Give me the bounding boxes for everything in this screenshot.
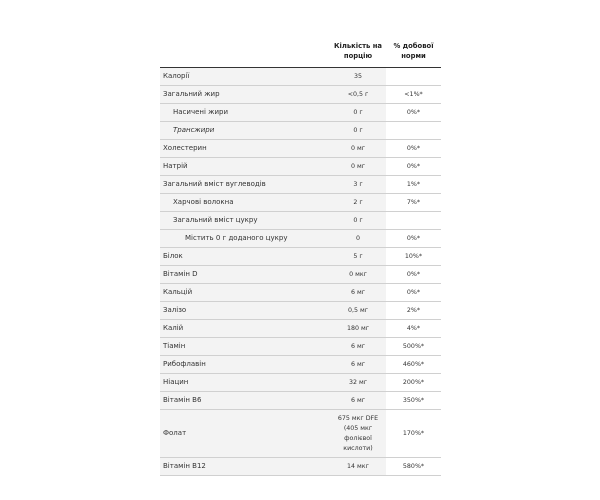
- nutrient-amount: 0 г: [353, 217, 363, 224]
- nutrient-daily-value: 200%*: [386, 374, 441, 391]
- nutrient-amount: 0,5 мг: [347, 307, 369, 314]
- table-header: [160, 41, 441, 68]
- nutrient-name: Ніацин: [163, 378, 189, 386]
- nutrient-daily-value: 460%*: [386, 356, 441, 373]
- nutrient-daily-value: [386, 212, 441, 229]
- table-row: [160, 320, 441, 338]
- nutrient-amount: 0 мг: [350, 163, 366, 170]
- nutrient-daily-value: 350%*: [386, 392, 441, 409]
- nutrient-daily-value: [386, 122, 441, 139]
- table-row: [160, 266, 441, 284]
- nutrient-name: Вітамін В12: [163, 462, 206, 470]
- nutrient-name: Калорії: [163, 72, 190, 80]
- table-row: [160, 248, 441, 266]
- nutrient-amount: 5 г: [353, 253, 363, 260]
- table-row: [160, 458, 441, 476]
- nutrient-amount: 0 мг: [350, 145, 366, 152]
- nutrient-name: Вітамін В6: [163, 396, 202, 404]
- nutrient-amount: <0,5 г: [347, 91, 369, 98]
- amount-per-serving-header: [330, 41, 386, 67]
- table-row: [160, 86, 441, 104]
- nutrient-daily-value: 0%*: [386, 158, 441, 175]
- nutrient-name: Містить 0 г доданого цукру: [185, 234, 288, 242]
- daily-value-header: [386, 41, 441, 67]
- nutrient-daily-value: 580%*: [386, 458, 441, 475]
- table-row: [160, 104, 441, 122]
- nutrient-name: Фолат: [163, 429, 187, 437]
- nutrient-daily-value: 0%*: [386, 284, 441, 301]
- table-row: [160, 140, 441, 158]
- nutrient-daily-value: 0%*: [386, 104, 441, 121]
- nutrient-daily-value: <1%*: [386, 86, 441, 103]
- nutrient-name: Вітамін D: [163, 270, 198, 278]
- nutrient-daily-value: 1%*: [386, 176, 441, 193]
- nutrient-amount: 0 г: [353, 109, 363, 116]
- nutrient-daily-value: 0%*: [386, 140, 441, 157]
- nutrient-amount: 180 мг: [346, 325, 370, 332]
- table-row: [160, 374, 441, 392]
- table-row: [160, 392, 441, 410]
- nutrient-amount: 14 мкг: [347, 463, 369, 470]
- nutrient-name: Рибофлавін: [163, 360, 206, 368]
- nutrient-daily-value: 0%*: [386, 266, 441, 283]
- nutrient-daily-value: [386, 68, 441, 85]
- amount-header-line1: Кількість на: [333, 42, 383, 50]
- folate-amount-line: (405 мкг: [343, 424, 373, 432]
- nutrient-amount: 6 мг: [350, 397, 366, 404]
- nutrient-amount: 35: [353, 73, 362, 80]
- nutrient-amount: 6 мг: [350, 343, 366, 350]
- table-row: [160, 302, 441, 320]
- nutrient-amount: 0 г: [353, 127, 363, 134]
- nutrient-name: Кальцій: [163, 288, 193, 296]
- nutrient-name: Калій: [163, 324, 184, 332]
- table-row: [160, 410, 441, 458]
- nutrient-name: Загальний жир: [163, 90, 220, 98]
- nutrient-daily-value: 500%*: [386, 338, 441, 355]
- table-row: [160, 356, 441, 374]
- nutrient-amount: [330, 410, 386, 457]
- table-row: [160, 284, 441, 302]
- nutrient-name: Харчові волокна: [173, 198, 234, 206]
- amount-header-line2: порцію: [343, 52, 373, 60]
- nutrient-amount: 6 мг: [350, 289, 366, 296]
- nutrient-name: Натрій: [163, 162, 188, 170]
- nutrient-name: Загальний вміст вуглеводів: [163, 180, 266, 188]
- nutrient-daily-value: 170%*: [386, 410, 441, 457]
- nutrient-daily-value: 0%*: [386, 230, 441, 247]
- nutrient-name: Залізо: [163, 306, 187, 314]
- folate-amount-line: кислоти): [343, 444, 373, 452]
- header-spacer: [160, 41, 330, 67]
- table-row: [160, 212, 441, 230]
- table-row: [160, 230, 441, 248]
- table-row: [160, 122, 441, 140]
- nutrient-name: Трансжири: [173, 126, 215, 134]
- folate-amount-line: 675 мкг DFE: [337, 414, 379, 422]
- nutrient-amount: 32 мг: [348, 379, 368, 386]
- nutrient-amount: 0: [355, 235, 360, 242]
- nutrient-name: Насичені жири: [173, 108, 228, 116]
- nutrient-daily-value: 7%*: [386, 194, 441, 211]
- nutrient-name: Білок: [163, 252, 183, 260]
- table-row: [160, 158, 441, 176]
- nutrient-name: Холестерин: [163, 144, 207, 152]
- nutrient-amount: 6 мг: [350, 361, 366, 368]
- nutrient-amount: 2 г: [353, 199, 363, 206]
- table-row: [160, 194, 441, 212]
- nutrient-daily-value: 10%*: [386, 248, 441, 265]
- nutrient-daily-value: 2%*: [386, 302, 441, 319]
- table-row: [160, 338, 441, 356]
- dv-header-line1: % добової: [393, 42, 434, 50]
- nutrient-name: Тіамін: [163, 342, 186, 350]
- table-row: [160, 68, 441, 86]
- nutrient-daily-value: 4%*: [386, 320, 441, 337]
- folate-amount-line: фолієвої: [344, 434, 372, 442]
- nutrient-name: Загальний вміст цукру: [173, 216, 258, 224]
- table-row: [160, 176, 441, 194]
- nutrient-amount: 0 мкг: [349, 271, 367, 278]
- dv-header-line2: норми: [401, 52, 426, 60]
- nutrient-amount: 3 г: [353, 181, 363, 188]
- nutrition-facts-table: [160, 41, 441, 476]
